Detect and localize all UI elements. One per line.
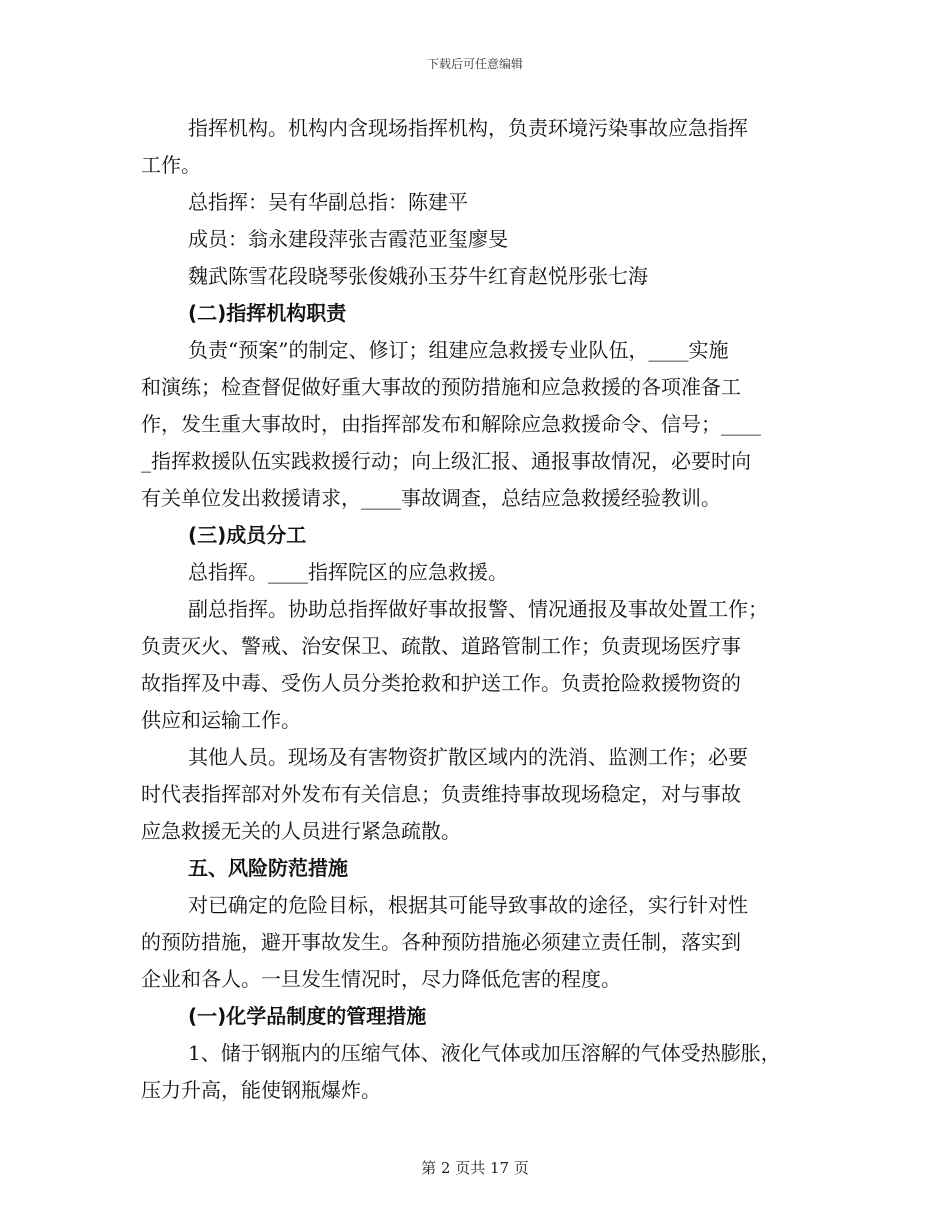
paragraph-line: 负责“预案”的制定、修订；组建应急救援专业队伍，____实施 xyxy=(188,338,729,362)
paragraph-line: 企业和各人。一旦发生情况时，尽力降低危害的程度。 xyxy=(141,967,621,991)
paragraph-line: 的预防措施，避开事故发生。各种预防措施必须建立责任制，落实到 xyxy=(141,930,741,954)
paragraph-line: 指挥机构。机构内含现场指挥机构，负责环境污染事故应急指挥 xyxy=(188,116,748,140)
paragraph-line: 对已确定的危险目标，根据其可能导致事故的途径，实行针对性 xyxy=(188,893,748,917)
page-footer: 第 2 页共 17 页 xyxy=(421,1159,529,1177)
paragraph-line: 成员：翁永建段萍张吉霞范亚玺廖旻 xyxy=(188,227,508,251)
paragraph-line: 工作。 xyxy=(141,153,201,177)
paragraph-line: 故指挥及中毒、受伤人员分类抢救和护送工作。负责抢险救援物资的 xyxy=(141,671,741,695)
section-heading: (三)成员分工 xyxy=(188,523,307,547)
paragraph-line: 供应和运输工作。 xyxy=(141,708,301,732)
section-heading: (一)化学品制度的管理措施 xyxy=(188,1004,427,1028)
paragraph-line: 1、储于钢瓶内的压缩气体、液化气体或加压溶解的气体受热膨胀， xyxy=(188,1041,781,1065)
paragraph-line: 有关单位发出救援请求，____事故调查，总结应急救援经验教训。 xyxy=(141,486,721,510)
paragraph-line: 其他人员。现场及有害物资扩散区域内的洗消、监测工作；必要 xyxy=(188,745,748,769)
paragraph-line: 压力升高，能使钢瓶爆炸。 xyxy=(141,1078,381,1102)
section-heading: 五、风险防范措施 xyxy=(188,856,348,880)
paragraph-line: 魏武陈雪花段晓琴张俊娥孙玉芬牛红育赵悦彤张七海 xyxy=(188,264,648,288)
page-header: 下载后可任意编辑 xyxy=(426,57,523,71)
paragraph-line: 副总指挥。协助总指挥做好事故报警、情况通报及事故处置工作； xyxy=(188,597,768,621)
section-heading: (二)指挥机构职责 xyxy=(188,301,347,325)
paragraph-line: 和演练；检查督促做好重大事故的预防措施和应急救援的各项准备工 xyxy=(141,375,741,399)
paragraph-line: 应急救援无关的人员进行紧急疏散。 xyxy=(141,819,461,843)
paragraph-line: 时代表指挥部对外发布有关信息；负责维持事故现场稳定，对与事故 xyxy=(141,782,741,806)
paragraph-line: 负责灭火、警戒、治安保卫、疏散、道路管制工作；负责现场医疗事 xyxy=(141,634,741,658)
paragraph-line: 总指挥：吴有华副总指：陈建平 xyxy=(188,190,468,214)
paragraph-line: 作，发生重大事故时，由指挥部发布和解除应急救援命令、信号；____ xyxy=(141,412,761,436)
paragraph-line: _指挥救援队伍实践救援行动；向上级汇报、通报事故情况，必要时向 xyxy=(141,449,751,473)
paragraph-line: 总指挥。____指挥院区的应急救援。 xyxy=(188,560,508,584)
